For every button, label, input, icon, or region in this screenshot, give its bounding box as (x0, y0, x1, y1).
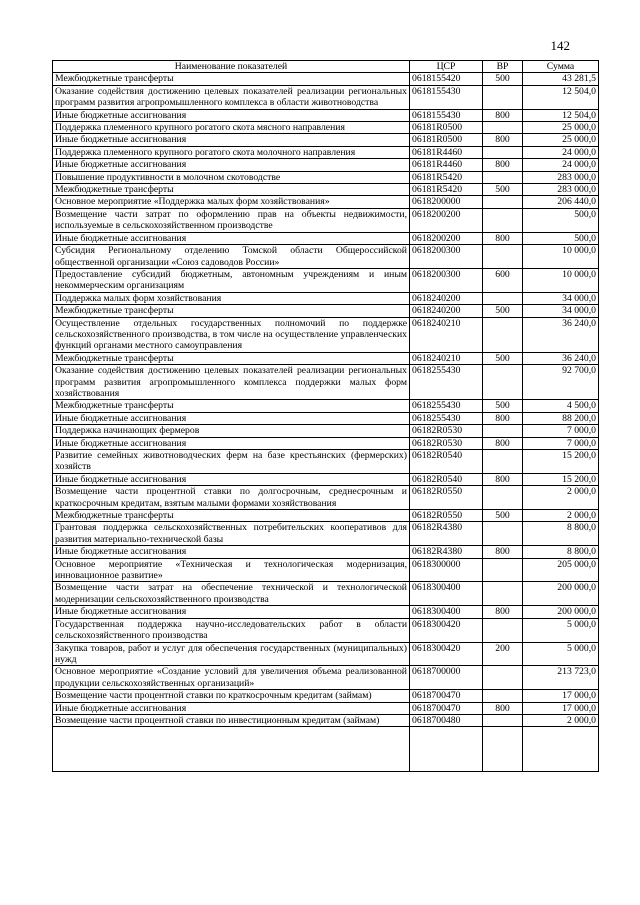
table-row (53, 486, 599, 510)
table-row (53, 522, 599, 546)
cell-name: Поддержка племенного крупного рогатого скота молочного направления (53, 146, 410, 158)
cell-csr: 06182R0530 (410, 437, 483, 449)
cell-sum: 213 723,0 (523, 666, 599, 690)
cell-name: Грантовая поддержка сельскохозяйственных потребительских кооперативов для развития материально-технической базы (53, 522, 410, 546)
cell-name: Иные бюджетные ассигнования (53, 606, 410, 618)
cell-csr: 0618255430 (410, 400, 483, 412)
table-row (53, 134, 599, 146)
cell-sum: 92 700,0 (523, 365, 599, 400)
cell-csr: 0618300400 (410, 606, 483, 618)
cell-csr: 06182R0550 (410, 486, 483, 510)
cell-vr: 800 (483, 546, 523, 558)
cell-csr: 0618155420 (410, 73, 483, 85)
cell-vr (483, 558, 523, 582)
table-row (53, 702, 599, 714)
table-row (53, 305, 599, 317)
cell-name: Основное мероприятие «Создание условий для увеличения объема реализованной продукции сельскохозяйственных организаций» (53, 666, 410, 690)
cell-name: Осуществление отдельных государственных полномочий по поддержке сельскохозяйственного производства, в том числе на осуществление управленческих функций органами местного самоуправления (53, 317, 410, 352)
cell-sum: 15 200,0 (523, 450, 599, 474)
cell-vr (483, 425, 523, 437)
table-row (53, 365, 599, 400)
table-row (53, 122, 599, 134)
cell-name: Иные бюджетные ассигнования (53, 412, 410, 424)
table-row-empty (53, 727, 599, 772)
cell-vr: 800 (483, 232, 523, 244)
cell-csr: 06181R5420 (410, 184, 483, 196)
cell-vr (483, 582, 523, 606)
empty-cell (53, 727, 410, 772)
cell-name: Возмещение части затрат на обеспечение технической и технологической модернизации сельскохозяйственного производства (53, 582, 410, 606)
cell-sum: 43 281,5 (523, 73, 599, 85)
table-header-row (53, 61, 599, 73)
cell-sum: 8 800,0 (523, 522, 599, 546)
table-row (53, 171, 599, 183)
cell-name: Межбюджетные трансферты (53, 352, 410, 364)
table-row (53, 642, 599, 666)
cell-name: Основное мероприятие «Поддержка малых форм хозяйствования» (53, 196, 410, 208)
cell-name: Возмещение части процентной ставки по инвестиционным кредитам (займам) (53, 714, 410, 726)
table-row (53, 85, 599, 109)
table-row (53, 109, 599, 121)
cell-vr: 200 (483, 642, 523, 666)
cell-name: Поддержка племенного крупного рогатого скота мясного направления (53, 122, 410, 134)
table-body (53, 73, 599, 772)
cell-csr: 06182R4380 (410, 546, 483, 558)
cell-vr: 500 (483, 184, 523, 196)
cell-csr: 0618300420 (410, 642, 483, 666)
cell-name: Иные бюджетные ассигнования (53, 134, 410, 146)
cell-name: Межбюджетные трансферты (53, 73, 410, 85)
cell-csr: 0618200200 (410, 208, 483, 232)
cell-vr: 500 (483, 400, 523, 412)
cell-csr: 0618240200 (410, 292, 483, 304)
cell-sum: 7 000,0 (523, 425, 599, 437)
empty-cell (523, 727, 599, 772)
cell-vr (483, 122, 523, 134)
cell-csr: 0618200300 (410, 268, 483, 292)
cell-csr: 0618300420 (410, 618, 483, 642)
cell-name: Межбюджетные трансферты (53, 184, 410, 196)
cell-csr: 0618155430 (410, 85, 483, 109)
empty-cell (483, 727, 523, 772)
header-csr: ЦСР (410, 61, 483, 73)
table-row (53, 558, 599, 582)
cell-vr (483, 317, 523, 352)
table-row (53, 292, 599, 304)
cell-sum: 17 000,0 (523, 690, 599, 702)
table-row (53, 196, 599, 208)
cell-csr: 06182R0540 (410, 450, 483, 474)
cell-csr: 0618240200 (410, 305, 483, 317)
table-row (53, 690, 599, 702)
cell-vr (483, 208, 523, 232)
empty-cell (410, 727, 483, 772)
cell-name: Возмещение части процентной ставки по краткосрочным кредитам (займам) (53, 690, 410, 702)
table-row (53, 582, 599, 606)
cell-vr (483, 618, 523, 642)
cell-sum: 25 000,0 (523, 134, 599, 146)
cell-vr (483, 292, 523, 304)
cell-name: Субсидия Региональному отделению Томской области Общероссийской общественной организации «Союз садоводов России» (53, 245, 410, 269)
cell-sum: 36 240,0 (523, 317, 599, 352)
cell-vr (483, 245, 523, 269)
cell-sum: 88 200,0 (523, 412, 599, 424)
cell-vr (483, 146, 523, 158)
cell-vr: 800 (483, 109, 523, 121)
cell-csr: 0618155430 (410, 109, 483, 121)
table-row (53, 184, 599, 196)
cell-vr (483, 486, 523, 510)
cell-csr: 0618300400 (410, 582, 483, 606)
cell-csr: 0618255430 (410, 412, 483, 424)
cell-name: Иные бюджетные ассигнования (53, 437, 410, 449)
header-name: Наименование показателей (53, 61, 410, 73)
cell-name: Межбюджетные трансферты (53, 305, 410, 317)
cell-sum: 206 440,0 (523, 196, 599, 208)
cell-vr: 800 (483, 159, 523, 171)
cell-name: Межбюджетные трансферты (53, 400, 410, 412)
cell-sum: 500,0 (523, 232, 599, 244)
cell-vr: 800 (483, 412, 523, 424)
cell-csr: 0618200000 (410, 196, 483, 208)
table-row (53, 400, 599, 412)
table-row (53, 268, 599, 292)
table-row (53, 510, 599, 522)
cell-csr: 0618240210 (410, 352, 483, 364)
cell-name: Предоставление субсидий бюджетным, автономным учреждениям и иным некоммерческим организациям (53, 268, 410, 292)
cell-name: Оказание содействия достижению целевых показателей реализации региональных программ развития агропромышленного комплекса поддержки малых форм хозяйствования (53, 365, 410, 400)
cell-sum: 200 000,0 (523, 582, 599, 606)
cell-vr: 500 (483, 352, 523, 364)
cell-sum: 12 504,0 (523, 109, 599, 121)
cell-name: Поддержка малых форм хозяйствования (53, 292, 410, 304)
cell-sum: 10 000,0 (523, 245, 599, 269)
cell-name: Межбюджетные трансферты (53, 510, 410, 522)
cell-csr: 0618200300 (410, 245, 483, 269)
cell-vr (483, 196, 523, 208)
cell-sum: 15 200,0 (523, 473, 599, 485)
cell-name: Иные бюджетные ассигнования (53, 232, 410, 244)
cell-vr (483, 690, 523, 702)
budget-table (52, 60, 599, 772)
table-row (53, 618, 599, 642)
cell-sum: 34 000,0 (523, 305, 599, 317)
cell-sum: 5 000,0 (523, 618, 599, 642)
cell-csr: 0618255430 (410, 365, 483, 400)
cell-csr: 06181R5420 (410, 171, 483, 183)
table-row (53, 232, 599, 244)
cell-csr: 06182R0530 (410, 425, 483, 437)
cell-sum: 24 000,0 (523, 159, 599, 171)
cell-name: Закупка товаров, работ и услуг для обеспечения государственных (муниципальных) нужд (53, 642, 410, 666)
cell-sum: 5 000,0 (523, 642, 599, 666)
table-row (53, 208, 599, 232)
cell-name: Иные бюджетные ассигнования (53, 702, 410, 714)
cell-vr: 800 (483, 702, 523, 714)
cell-vr (483, 450, 523, 474)
cell-vr: 800 (483, 134, 523, 146)
table-row (53, 73, 599, 85)
cell-vr (483, 85, 523, 109)
page-number: 142 (550, 38, 570, 53)
cell-sum: 34 000,0 (523, 292, 599, 304)
cell-name: Развитие семейных животноводческих ферм на базе крестьянских (фермерских) хозяйств (53, 450, 410, 474)
cell-csr: 06182R4380 (410, 522, 483, 546)
cell-csr: 0618700000 (410, 666, 483, 690)
cell-name: Государственная поддержка научно-исследовательских работ в области сельскохозяйственного производства (53, 618, 410, 642)
cell-sum: 205 000,0 (523, 558, 599, 582)
cell-vr (483, 714, 523, 726)
cell-name: Возмещение части затрат по оформлению прав на объекты недвижимости, используемые в сельскохозяйственном производстве (53, 208, 410, 232)
cell-csr: 0618700480 (410, 714, 483, 726)
cell-csr: 06182R0550 (410, 510, 483, 522)
cell-sum: 283 000,0 (523, 184, 599, 196)
cell-sum: 8 800,0 (523, 546, 599, 558)
cell-csr: 0618200200 (410, 232, 483, 244)
cell-csr: 0618700470 (410, 702, 483, 714)
cell-csr: 0618240210 (410, 317, 483, 352)
cell-sum: 24 000,0 (523, 146, 599, 158)
cell-vr: 500 (483, 305, 523, 317)
table-row (53, 450, 599, 474)
cell-csr: 0618700470 (410, 690, 483, 702)
cell-name: Возмещение части процентной ставки по долгосрочным, среднесрочным и краткосрочным кредитам, взятым малыми формами хозяйствования (53, 486, 410, 510)
cell-csr: 06181R0500 (410, 134, 483, 146)
cell-vr: 800 (483, 437, 523, 449)
table-row (53, 146, 599, 158)
cell-sum: 283 000,0 (523, 171, 599, 183)
table-row (53, 245, 599, 269)
table-row (53, 317, 599, 352)
cell-sum: 500,0 (523, 208, 599, 232)
cell-vr (483, 171, 523, 183)
header-sum: Сумма (523, 61, 599, 73)
table-row (53, 473, 599, 485)
cell-sum: 12 504,0 (523, 85, 599, 109)
cell-name: Иные бюджетные ассигнования (53, 546, 410, 558)
cell-sum: 2 000,0 (523, 714, 599, 726)
header-vr: ВР (483, 61, 523, 73)
cell-name: Основное мероприятие «Техническая и технологическая модернизация, инновационное развитие» (53, 558, 410, 582)
cell-vr (483, 365, 523, 400)
cell-vr (483, 522, 523, 546)
table-row (53, 425, 599, 437)
cell-sum: 36 240,0 (523, 352, 599, 364)
cell-vr (483, 666, 523, 690)
cell-sum: 7 000,0 (523, 437, 599, 449)
table-row (53, 714, 599, 726)
cell-vr: 800 (483, 473, 523, 485)
cell-vr: 600 (483, 268, 523, 292)
table-row (53, 546, 599, 558)
cell-sum: 2 000,0 (523, 486, 599, 510)
table-row (53, 666, 599, 690)
cell-vr: 500 (483, 510, 523, 522)
table-row (53, 352, 599, 364)
cell-csr: 06181R4460 (410, 159, 483, 171)
table-row (53, 159, 599, 171)
cell-name: Оказание содействия достижению целевых показателей реализации региональных программ развития агропромышленного комплекса в области животноводства (53, 85, 410, 109)
cell-sum: 10 000,0 (523, 268, 599, 292)
cell-sum: 25 000,0 (523, 122, 599, 134)
table-row (53, 437, 599, 449)
cell-sum: 2 000,0 (523, 510, 599, 522)
cell-sum: 17 000,0 (523, 702, 599, 714)
cell-sum: 200 000,0 (523, 606, 599, 618)
cell-name: Иные бюджетные ассигнования (53, 109, 410, 121)
cell-sum: 4 500,0 (523, 400, 599, 412)
cell-csr: 06182R0540 (410, 473, 483, 485)
cell-csr: 06181R0500 (410, 122, 483, 134)
table-row (53, 606, 599, 618)
cell-vr: 500 (483, 73, 523, 85)
cell-vr: 800 (483, 606, 523, 618)
cell-csr: 0618300000 (410, 558, 483, 582)
cell-csr: 06181R4460 (410, 146, 483, 158)
table-row (53, 412, 599, 424)
cell-name: Иные бюджетные ассигнования (53, 473, 410, 485)
cell-name: Повышение продуктивности в молочном скотоводстве (53, 171, 410, 183)
cell-name: Иные бюджетные ассигнования (53, 159, 410, 171)
cell-name: Поддержка начинающих фермеров (53, 425, 410, 437)
